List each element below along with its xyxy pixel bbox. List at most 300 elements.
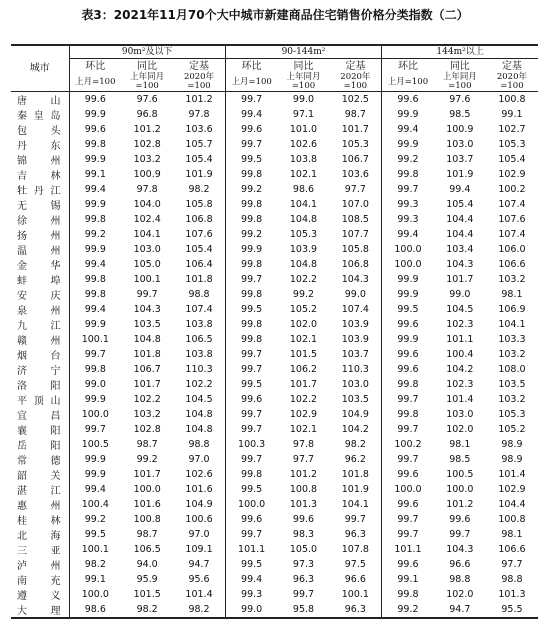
index-value: 99.2: [225, 227, 277, 242]
table-row: [11, 497, 538, 512]
index-value: 101.7: [133, 469, 161, 480]
index-value: 98.6: [292, 184, 315, 195]
index-value: 108.5: [341, 214, 369, 225]
index-value: 99.4: [69, 182, 121, 197]
index-value: 101.7: [289, 379, 318, 390]
index-value: 99.4: [449, 184, 471, 195]
table-row: [11, 302, 538, 317]
index-value: 100.9: [446, 124, 474, 135]
base-label-mom: 上月=100: [382, 73, 434, 92]
index-value: 100.8: [498, 514, 526, 525]
index-value: 100.5: [69, 437, 121, 452]
index-value: 99.7: [225, 452, 277, 467]
index-value: 104.9: [185, 499, 213, 510]
city-name: 秦皇岛: [17, 111, 61, 122]
index-value: 99.8: [225, 197, 277, 212]
index-value: 97.0: [188, 529, 210, 540]
index-value: 99.6: [382, 347, 434, 362]
index-value: 105.8: [185, 199, 213, 210]
table-row: [11, 137, 538, 152]
index-value: 102.1: [289, 169, 318, 180]
base-label-base: 2020年=100: [173, 73, 225, 92]
index-value: 98.2: [173, 602, 225, 618]
index-value: 104.2: [341, 424, 369, 435]
price-index-table: [11, 44, 538, 619]
index-value: 94.7: [188, 559, 210, 570]
index-value: 94.0: [136, 559, 158, 570]
index-value: 102.1: [289, 334, 318, 345]
table-row: [11, 587, 538, 602]
index-value: 105.4: [185, 244, 213, 255]
table-row: [11, 212, 538, 227]
index-value: 99.8: [225, 332, 277, 347]
table-row: [11, 392, 538, 407]
base-label-yoy: 上年同月=100: [121, 73, 173, 92]
index-value: 102.2: [289, 394, 318, 405]
index-value: 99.7: [382, 512, 434, 527]
index-value: 98.9: [501, 454, 523, 465]
index-value: 99.8: [382, 377, 434, 392]
index-value: 102.0: [446, 424, 474, 435]
index-value: 107.8: [341, 544, 369, 555]
index-value: 104.3: [341, 274, 369, 285]
index-value: 99.6: [292, 514, 315, 525]
index-value: 94.7: [434, 602, 486, 618]
index-value: 107.7: [341, 229, 369, 240]
index-value: 99.2: [136, 454, 158, 465]
index-value: 99.0: [225, 602, 277, 618]
index-value: 99.9: [69, 197, 121, 212]
index-value: 104.8: [289, 214, 318, 225]
city-name: 北海: [17, 531, 61, 542]
index-value: 100.0: [69, 587, 121, 602]
index-value: 99.7: [449, 529, 471, 540]
index-value: 99.7: [382, 422, 434, 437]
index-value: 103.8: [185, 349, 213, 360]
index-value: 105.2: [289, 304, 318, 315]
index-value: 101.7: [341, 124, 369, 135]
city-column-header: 城市: [11, 45, 69, 92]
table-row: [11, 482, 538, 497]
index-value: 104.8: [133, 334, 161, 345]
index-value: 99.1: [501, 109, 523, 120]
index-value: 102.3: [446, 379, 474, 390]
city-name: 扬州: [17, 231, 61, 242]
index-value: 101.4: [446, 394, 474, 405]
index-value: 98.1: [501, 529, 523, 540]
index-value: 99.6: [382, 92, 434, 108]
index-value: 101.3: [498, 589, 526, 600]
index-value: 103.0: [446, 139, 474, 150]
index-value: 103.0: [446, 409, 474, 420]
table-row: [11, 272, 538, 287]
index-value: 104.0: [133, 199, 161, 210]
index-value: 110.3: [341, 364, 369, 375]
index-value: 95.6: [188, 574, 210, 585]
index-value: 97.3: [292, 559, 315, 570]
index-value: 99.7: [292, 589, 315, 600]
city-name: 济宁: [17, 366, 61, 377]
index-value: 101.9: [185, 169, 213, 180]
index-value: 99.8: [225, 257, 277, 272]
city-name: 遵义: [17, 591, 61, 602]
index-value: 99.7: [225, 137, 277, 152]
index-value: 99.8: [69, 212, 121, 227]
table-row: [11, 227, 538, 242]
index-value: 96.3: [292, 574, 315, 585]
index-value: 99.7: [225, 422, 277, 437]
index-value: 99.6: [225, 392, 277, 407]
subhead-yoy: 同比: [293, 60, 314, 72]
index-value: 96.8: [136, 109, 158, 120]
subhead-mom: 环比: [69, 59, 121, 74]
index-value: 100.0: [225, 497, 277, 512]
index-value: 101.6: [133, 499, 161, 510]
index-value: 99.9: [69, 107, 121, 122]
index-value: 103.6: [185, 124, 213, 135]
index-value: 102.6: [185, 469, 213, 480]
index-value: 95.8: [277, 602, 329, 618]
index-value: 105.3: [289, 229, 318, 240]
table-row: [11, 242, 538, 257]
index-value: 104.4: [498, 499, 526, 510]
index-value: 106.0: [498, 244, 526, 255]
index-value: 99.7: [225, 347, 277, 362]
index-value: 99.5: [225, 482, 277, 497]
index-value: 98.8: [188, 289, 210, 300]
city-name: 包头: [17, 126, 61, 137]
index-value: 104.9: [341, 409, 369, 420]
index-value: 102.4: [133, 214, 161, 225]
city-name: 锦州: [17, 156, 61, 167]
index-value: 100.0: [133, 484, 161, 495]
index-value: 105.4: [446, 199, 474, 210]
index-value: 99.8: [225, 212, 277, 227]
subhead-base: 定基: [345, 60, 366, 72]
index-value: 103.6: [341, 169, 369, 180]
index-value: 99.5: [225, 557, 277, 572]
index-value: 99.8: [69, 287, 121, 302]
index-value: 101.1: [382, 542, 434, 557]
city-name: 金华: [17, 261, 61, 272]
city-name: 洛阳: [17, 381, 61, 392]
index-value: 99.5: [225, 152, 277, 167]
index-value: 101.8: [341, 469, 369, 480]
index-value: 100.8: [133, 514, 161, 525]
index-value: 100.8: [498, 94, 526, 105]
index-value: 103.9: [341, 319, 369, 330]
index-value: 106.2: [289, 364, 318, 375]
index-value: 99.7: [225, 362, 277, 377]
index-value: 98.6: [69, 602, 121, 618]
index-value: 99.4: [225, 107, 277, 122]
index-value: 99.8: [382, 587, 434, 602]
index-value: 100.1: [341, 589, 369, 600]
city-name: 韶关: [17, 471, 61, 482]
table-row: [11, 602, 538, 618]
index-value: 98.8: [188, 439, 210, 450]
index-value: 105.3: [498, 139, 526, 150]
table-row: [11, 557, 538, 572]
index-value: 98.2: [344, 439, 366, 450]
index-value: 102.2: [133, 394, 161, 405]
index-value: 99.0: [449, 289, 471, 300]
index-value: 104.2: [446, 364, 474, 375]
table-row: [11, 122, 538, 137]
index-value: 101.2: [185, 94, 213, 105]
index-value: 102.1: [289, 424, 318, 435]
index-value: 96.3: [344, 529, 366, 540]
index-value: 101.0: [289, 124, 318, 135]
index-value: 99.2: [69, 227, 121, 242]
index-value: 100.4: [69, 497, 121, 512]
index-value: 100.9: [133, 169, 161, 180]
index-value: 99.9: [69, 452, 121, 467]
index-value: 104.1: [498, 319, 526, 330]
table-row: [11, 437, 538, 452]
index-value: 103.9: [289, 244, 318, 255]
index-value: 104.4: [446, 229, 474, 240]
group-header-large: 144m²以上: [382, 45, 538, 59]
table-row: [11, 92, 538, 108]
city-name: 无锡: [17, 201, 61, 212]
index-value: 99.9: [69, 242, 121, 257]
index-value: 99.9: [382, 287, 434, 302]
index-value: 104.4: [446, 214, 474, 225]
index-value: 103.7: [446, 154, 474, 165]
index-value: 99.2: [69, 512, 121, 527]
index-value: 95.5: [486, 602, 538, 618]
base-label-mom: 上月=100: [225, 73, 277, 92]
subhead-base: 定基: [501, 60, 522, 72]
index-value: 103.3: [498, 334, 526, 345]
index-value: 98.8: [449, 574, 471, 585]
table-row: [11, 422, 538, 437]
index-value: 97.6: [449, 94, 471, 105]
city-name: 平顶山: [17, 396, 61, 407]
index-value: 103.8: [289, 154, 318, 165]
index-value: 102.2: [289, 274, 318, 285]
index-value: 100.4: [446, 349, 474, 360]
index-value: 99.8: [69, 137, 121, 152]
index-value: 104.8: [185, 409, 213, 420]
index-value: 97.7: [292, 454, 315, 465]
index-value: 99.4: [382, 122, 434, 137]
subhead-yoy: 同比: [137, 60, 158, 72]
index-value: 99.4: [69, 302, 121, 317]
index-value: 107.4: [498, 199, 526, 210]
index-value: 100.0: [446, 484, 474, 495]
index-value: 106.5: [133, 544, 161, 555]
city-name: 唐山: [17, 96, 61, 107]
index-value: 99.7: [69, 422, 121, 437]
index-value: 96.2: [344, 454, 366, 465]
index-value: 99.8: [225, 287, 277, 302]
index-value: 107.4: [185, 304, 213, 315]
city-name: 温州: [17, 246, 61, 257]
index-value: 99.7: [382, 527, 434, 542]
subhead-mom: 环比: [382, 59, 434, 74]
index-value: 97.8: [188, 109, 210, 120]
index-value: 98.7: [344, 109, 366, 120]
index-value: 105.7: [185, 139, 213, 150]
index-value: 99.6: [69, 122, 121, 137]
index-value: 97.8: [136, 184, 158, 195]
index-value: 99.7: [225, 272, 277, 287]
index-value: 106.6: [498, 259, 526, 270]
index-value: 104.5: [185, 394, 213, 405]
index-value: 104.5: [446, 304, 474, 315]
index-value: 98.2: [121, 602, 173, 618]
table-row: [11, 407, 538, 422]
index-value: 99.9: [382, 107, 434, 122]
index-value: 104.1: [133, 229, 161, 240]
index-value: 106.9: [498, 304, 526, 315]
index-value: 104.3: [133, 304, 161, 315]
index-value: 97.7: [501, 559, 523, 570]
city-name: 湛江: [17, 486, 61, 497]
city-name: 南充: [17, 576, 61, 587]
index-value: 100.5: [446, 469, 474, 480]
index-value: 98.5: [449, 454, 471, 465]
index-value: 104.3: [446, 259, 474, 270]
table-row: [11, 572, 538, 587]
city-name: 襄阳: [17, 426, 61, 437]
table-row: [11, 377, 538, 392]
index-value: 104.3: [446, 544, 474, 555]
index-value: 102.7: [498, 124, 526, 135]
index-value: 101.2: [289, 469, 318, 480]
table-row: [11, 107, 538, 122]
index-value: 100.6: [185, 514, 213, 525]
table-row: [11, 182, 538, 197]
index-value: 99.5: [225, 377, 277, 392]
index-value: 99.8: [382, 407, 434, 422]
index-value: 97.0: [188, 454, 210, 465]
table-row: [11, 197, 538, 212]
index-value: 110.3: [185, 364, 213, 375]
base-label-base: 2020年=100: [486, 73, 538, 92]
index-value: 106.8: [341, 259, 369, 270]
index-value: 99.5: [69, 527, 121, 542]
index-value: 99.4: [69, 482, 121, 497]
index-value: 99.7: [382, 452, 434, 467]
index-value: 101.1: [225, 542, 277, 557]
base-label-base: 2020年=100: [330, 73, 382, 92]
index-value: 106.6: [498, 544, 526, 555]
index-value: 101.1: [446, 334, 474, 345]
index-value: 100.8: [289, 484, 318, 495]
index-value: 99.8: [69, 362, 121, 377]
table-row: [11, 332, 538, 347]
index-value: 99.9: [225, 242, 277, 257]
index-value: 99.6: [449, 514, 471, 525]
index-value: 99.2: [292, 289, 315, 300]
index-value: 99.7: [225, 527, 277, 542]
city-name: 宜昌: [17, 411, 61, 422]
city-name: 吉林: [17, 171, 61, 182]
index-value: 101.8: [185, 274, 213, 285]
index-value: 108.0: [498, 364, 526, 375]
index-value: 99.2: [382, 602, 434, 618]
table-row: [11, 287, 538, 302]
index-value: 99.4: [382, 227, 434, 242]
table-body: [11, 92, 538, 619]
index-value: 101.4: [498, 469, 526, 480]
index-value: 98.1: [501, 289, 523, 300]
city-name: 赣州: [17, 336, 61, 347]
index-value: 99.0: [292, 94, 315, 105]
index-value: 102.5: [341, 94, 369, 105]
group-header-medium: 90-144m²: [225, 45, 381, 59]
index-value: 103.0: [133, 244, 161, 255]
index-value: 99.7: [382, 182, 434, 197]
index-value: 103.4: [446, 244, 474, 255]
index-value: 99.5: [225, 302, 277, 317]
index-value: 98.7: [136, 439, 158, 450]
table-row: [11, 512, 538, 527]
city-name: 牡丹江: [17, 186, 61, 197]
table-title: 表3：2021年11月70个大中城市新建商品住宅销售价格分类指数（二）: [81, 8, 469, 22]
index-value: 103.5: [133, 319, 161, 330]
index-value: 99.9: [382, 332, 434, 347]
index-value: 104.8: [289, 259, 318, 270]
index-value: 97.1: [292, 109, 315, 120]
index-value: 99.6: [225, 512, 277, 527]
index-value: 103.2: [133, 409, 161, 420]
index-value: 97.6: [136, 94, 158, 105]
index-value: 99.1: [69, 572, 121, 587]
index-value: 99.8: [69, 272, 121, 287]
city-name: 惠州: [17, 501, 61, 512]
index-value: 99.8: [382, 167, 434, 182]
index-value: 101.7: [446, 274, 474, 285]
index-value: 101.9: [341, 484, 369, 495]
city-name: 岳阳: [17, 441, 61, 452]
subhead-yoy: 同比: [449, 60, 470, 72]
index-value: 99.9: [69, 392, 121, 407]
index-value: 99.3: [382, 197, 434, 212]
index-value: 101.9: [446, 169, 474, 180]
index-value: 99.2: [225, 182, 277, 197]
table-row: [11, 257, 538, 272]
index-value: 99.9: [69, 152, 121, 167]
index-value: 99.4: [225, 572, 277, 587]
index-value: 98.8: [501, 574, 523, 585]
index-value: 96.6: [449, 559, 471, 570]
index-value: 99.1: [69, 167, 121, 182]
subhead-mom: 环比: [225, 59, 277, 74]
index-value: 99.9: [382, 137, 434, 152]
subhead-base: 定基: [189, 60, 210, 72]
index-value: 100.0: [69, 407, 121, 422]
index-value: 102.8: [133, 139, 161, 150]
table-row: [11, 347, 538, 362]
index-value: 99.7: [136, 289, 158, 300]
index-value: 101.6: [185, 484, 213, 495]
index-value: 103.2: [498, 349, 526, 360]
index-value: 102.9: [498, 169, 526, 180]
city-name: 烟台: [17, 351, 61, 362]
index-value: 98.2: [188, 184, 210, 195]
index-value: 99.6: [382, 557, 434, 572]
table-row: [11, 152, 538, 167]
city-name: 徐州: [17, 216, 61, 227]
index-value: 99.3: [382, 212, 434, 227]
index-value: 99.7: [225, 92, 277, 108]
index-value: 99.7: [225, 407, 277, 422]
index-value: 107.0: [341, 199, 369, 210]
